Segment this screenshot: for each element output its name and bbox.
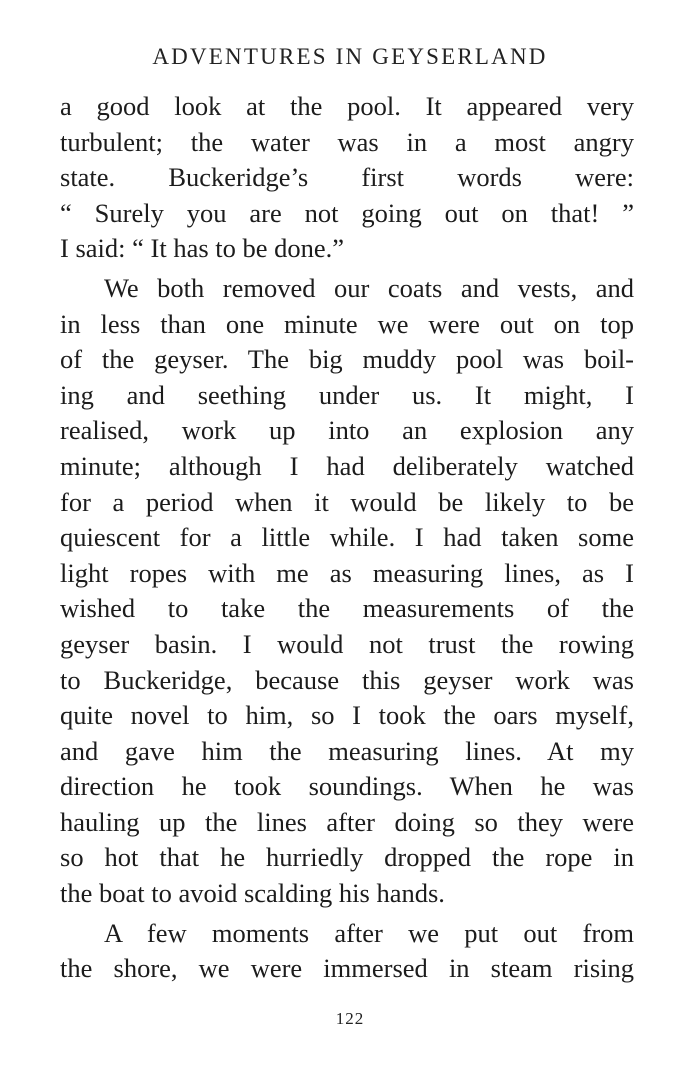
running-head: ADVENTURES IN GEYSERLAND — [152, 44, 548, 69]
paragraph-2 — [60, 271, 634, 912]
paragraph-1 — [60, 89, 634, 267]
text-line: I said: “ It has to be done.” — [60, 233, 345, 264]
text-line: to Buckeridge, because this geyser work was — [60, 664, 634, 695]
text-line: the boat to avoid scalding his hands. — [60, 878, 445, 909]
paragraph-3 — [60, 916, 634, 987]
text-line: for a period when it would be likely to be — [60, 486, 634, 517]
text-line: a good look at the pool. It appeared very — [60, 91, 634, 121]
text-line: geyser basin. I would not trust the rowing — [60, 628, 634, 659]
text-line: of the geyser. The big muddy pool was boil- — [60, 344, 634, 375]
text-line: “ Surely you are not going out on that! ” — [60, 197, 634, 228]
text-line: We both removed our coats and vests, and — [104, 272, 634, 303]
text-line: minute; although I had deliberately watched — [60, 450, 634, 481]
text-line: the shore, we were immersed in steam rising — [60, 953, 634, 984]
body-text — [60, 89, 634, 987]
text-line: light ropes with me as measuring lines, as I — [60, 557, 634, 588]
text-line: in less than one minute we were out on top — [60, 308, 634, 339]
text-line: direction he took soundings. When he was — [60, 771, 634, 802]
page-number: 122 — [335, 1009, 365, 1028]
text-line: wished to take the measurements of the — [60, 593, 634, 624]
text-line: A few moments after we put out from — [104, 917, 634, 948]
text-line: so hot that he hurriedly dropped the rope in — [60, 842, 634, 873]
text-line: turbulent; the water was in a most angry — [60, 126, 634, 157]
text-line: and gave him the measuring lines. At my — [60, 735, 634, 766]
text-line: quiescent for a little while. I had taken some — [60, 522, 634, 553]
text-line: realised, work up into an explosion any — [60, 415, 634, 446]
text-line: quite novel to him, so I took the oars myself, — [60, 700, 634, 731]
text-line: hauling up the lines after doing so they were — [60, 806, 634, 837]
text-line: ing and seething under us. It might, I — [60, 379, 634, 410]
text-line: state. Buckeridge’s first words were: — [60, 162, 634, 193]
